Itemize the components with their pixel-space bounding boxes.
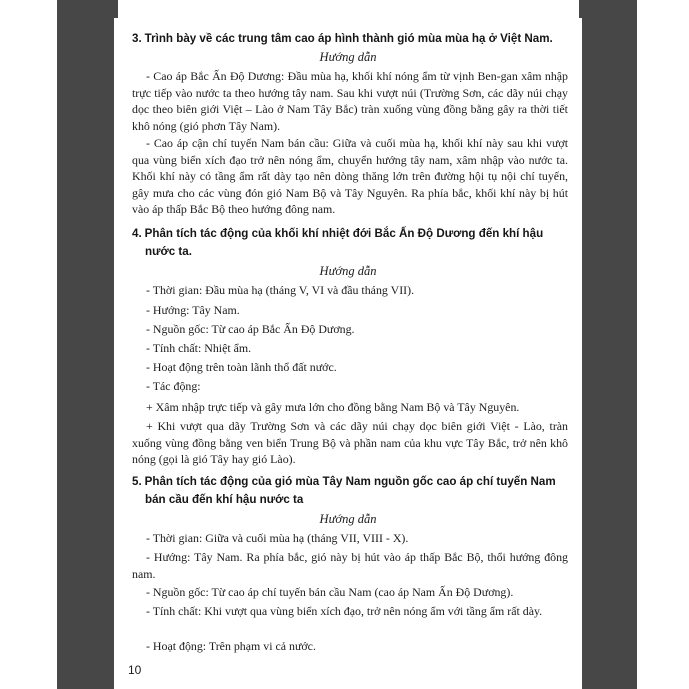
question-3-title bbox=[132, 30, 553, 48]
left-border-bar bbox=[57, 0, 118, 689]
question-5-item-nature: - Tính chất: Khi vượt qua vùng biển xích đạo, trở nên nóng ẩm với tầng ẩm rất dày. bbox=[146, 604, 543, 618]
question-4-item-impact: - Tác động: bbox=[146, 379, 201, 393]
right-border-bar bbox=[579, 0, 637, 689]
question-3-paragraph-1: - Cao áp Bắc Ấn Độ Dương: Đầu mùa hạ, khối khí nóng ẩm từ vịnh Ben-gan xâm nhập trực tiếp vào nước ta theo hướng tây nam. Sau khi vượt núi (Trường Sơn, các dãy núi chạy dọc theo biên giới Việt – Lào ở Nam Tây Bắc) tràn xuống vùng đồng bằng gây ra thời tiết khô nóng (gió phơn Tây Nam). bbox=[132, 69, 568, 133]
question-3-text: Trình bày về các trung tâm cao áp hình thành gió mùa mùa hạ ở Việt Nam. bbox=[144, 32, 553, 45]
question-4-item-direction: - Hướng: Tây Nam. bbox=[146, 303, 240, 317]
question-5-guide-heading: Hướng dẫn bbox=[319, 512, 377, 526]
question-3-paragraph-2: - Cao áp cận chí tuyến Nam bán cầu: Giữa và cuối mùa hạ, khối khí này sau khi vượt qua vùng biển xích đạo trở nên nóng ẩm, chuyển hướng tây nam, xâm nhập vào nước ta. Khối khí này có tầng ẩm rất dày tạo nên dòng thăng lớn trên đường hội tụ nội chí tuyến, gây mưa cho các vùng đón gió Nam Bộ và Tây Nguyên. Ra phía bắc, khối khí này bị hút vào áp thấp Bắc Bộ theo hướng đông nam. bbox=[132, 136, 568, 217]
question-3-guide-heading: Hướng dẫn bbox=[319, 50, 377, 64]
question-4-impact-2: + Khi vượt qua dãy Trường Sơn và các dãy núi chạy dọc biên giới Việt - Lào, tràn xuống vùng đồng bằng ven biển Trung Bộ và phần nam của khu vực Tây Bắc, trở nên khô nóng (gọi là gió Tây hay gió Lào). bbox=[132, 419, 568, 467]
question-4-text-line-2: nước ta. bbox=[145, 244, 192, 258]
question-5-item-activity: - Hoạt động: Trên phạm vi cả nước. bbox=[146, 639, 316, 653]
question-5-title bbox=[132, 473, 556, 508]
question-5-text-line-2: bán cầu đến khí hậu nước ta bbox=[145, 492, 304, 506]
question-4-text-line-1: Phân tích tác động của khối khí nhiệt đới Bắc Ấn Độ Dương đến khí hậu bbox=[144, 227, 544, 240]
question-3-number: 3. bbox=[132, 32, 142, 45]
question-5-number: 5. bbox=[132, 475, 142, 488]
question-5-item-origin: - Nguồn gốc: Từ cao áp chí tuyến bán cầu Nam (cao áp Nam Ấn Độ Dương). bbox=[146, 585, 514, 599]
question-4-item-time: - Thời gian: Đầu mùa hạ (tháng V, VI và đầu tháng VII). bbox=[146, 283, 415, 297]
question-5-item-time: - Thời gian: Giữa và cuối mùa hạ (tháng VII, VIII - X). bbox=[146, 531, 409, 545]
question-4-item-activity: - Hoạt động trên toàn lãnh thổ đất nước. bbox=[146, 360, 337, 374]
question-5-item-direction: - Hướng: Tây Nam. Ra phía bắc, gió này bị hút vào áp thấp Bắc Bộ, thổi hướng đông nam. bbox=[132, 550, 568, 581]
document-page bbox=[114, 18, 582, 689]
question-4-number: 4. bbox=[132, 227, 142, 240]
question-4-guide-heading: Hướng dẫn bbox=[319, 264, 377, 278]
question-4-item-nature: - Tính chất: Nhiệt ẩm. bbox=[146, 341, 252, 355]
question-4-title bbox=[132, 225, 543, 260]
question-5-text-line-1: Phân tích tác động của gió mùa Tây Nam nguồn gốc cao áp chí tuyến Nam bbox=[144, 475, 556, 488]
question-4-impact-1: + Xâm nhập trực tiếp và gây mưa lớn cho đồng bằng Nam Bộ và Tây Nguyên. bbox=[146, 400, 520, 414]
question-4-item-origin: - Nguồn gốc: Từ cao áp Bắc Ấn Độ Dương. bbox=[146, 322, 355, 336]
page-number: 10 bbox=[128, 663, 142, 677]
